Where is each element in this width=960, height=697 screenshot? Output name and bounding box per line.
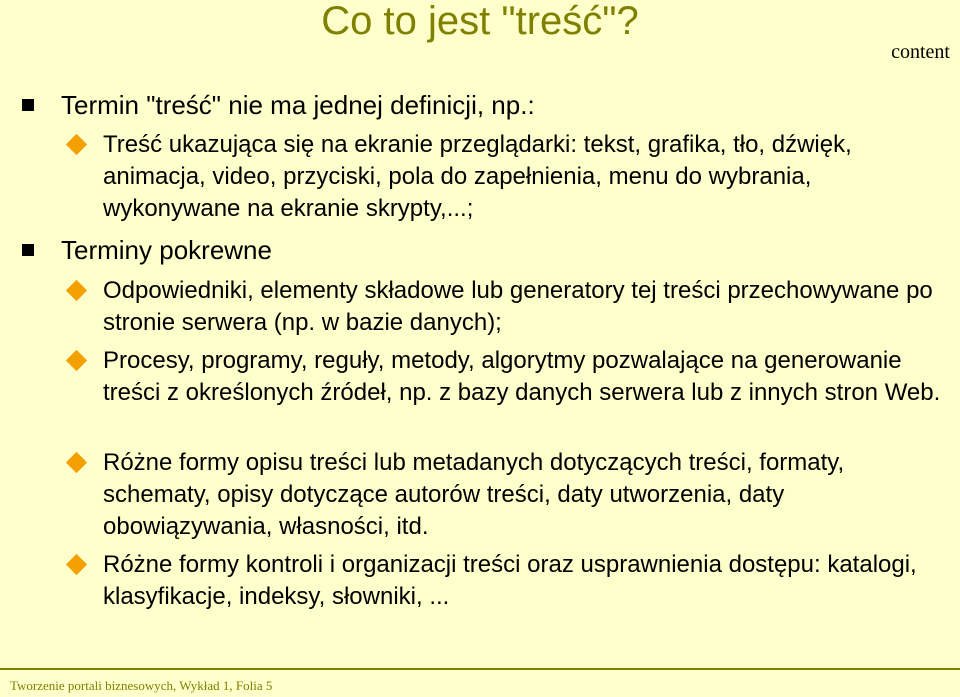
diamond-bullet-icon xyxy=(66,134,87,155)
sub-bullet-text: Odpowiedniki, elementy składowe lub generatory tej treści przechowywane po stronie serwera (np. w bazie danych); xyxy=(103,277,933,336)
sub-bullet-text: Treść ukazująca się na ekranie przeglądarki: tekst, grafika, tło, dźwięk, animacja, video, przyciski, pola do zapełnienia, menu do wybrania, wykonywane na ekranie skrypty,...; xyxy=(103,131,852,222)
sub-bullet-text: Różne formy kontroli i organizacji treści oraz usprawnienia dostępu: katalogi, klasyfikacje, indeksy, słowniki, ... xyxy=(103,551,917,610)
diamond-bullet-icon xyxy=(66,350,87,371)
diamond-bullet-icon xyxy=(66,452,87,473)
sub-bullet-text: Procesy, programy, reguły, metody, algorytmy pozwalające na generowanie treści z określonych źródeł, np. z bazy danych serwera lub z innych stron Web. xyxy=(103,347,941,406)
slide-title: Co to jest "treść"? xyxy=(321,0,639,43)
diamond-bullet-icon xyxy=(66,280,87,301)
sub-bullet-text: Różne formy opisu treści lub metadanych dotyczących treści, formaty, schematy, opisy dotyczące autorów treści, daty utworzenia, daty obowiązywania, własności, itd. xyxy=(103,449,845,540)
corner-label: content xyxy=(891,41,950,63)
square-bullet-icon xyxy=(22,99,34,111)
slide-footer: Tworzenie portali biznesowych, Wykład 1, Folia 5 xyxy=(10,678,273,693)
square-bullet-icon xyxy=(22,244,34,256)
bullet-text: Terminy pokrewne xyxy=(61,235,272,265)
diamond-bullet-icon xyxy=(66,554,87,575)
bullet-text: Termin "treść" nie ma jednej definicji, np.: xyxy=(61,90,535,120)
footer-divider xyxy=(0,668,960,670)
